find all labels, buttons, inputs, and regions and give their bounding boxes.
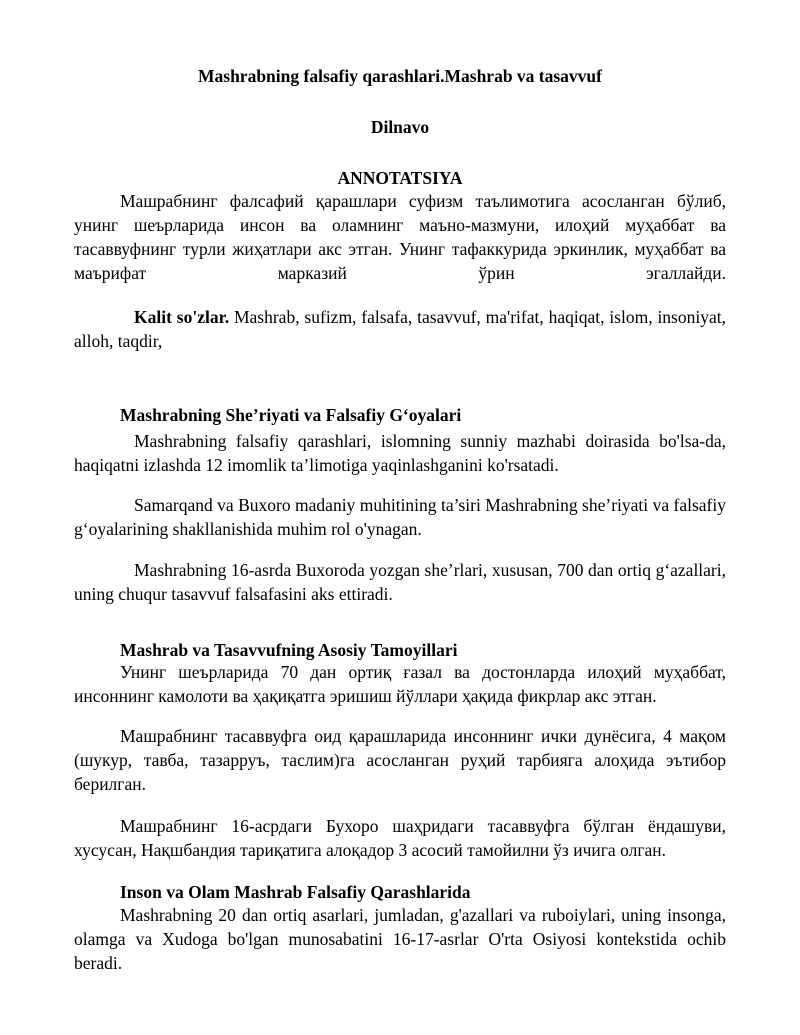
section-heading: Mashrabning She’riyati va Falsafiy G‘oyalari xyxy=(120,405,462,425)
section-heading: Mashrab va Tasavvufning Asosiy Tamoyillari xyxy=(120,640,458,660)
keywords-paragraph xyxy=(74,305,726,353)
section-paragraph: Машрабнинг 16-асрдаги Бухоро шаҳридаги тасаввуфга бўлган ёндашуви, хусусан, Нақшбандия тариқатига алоқадор 3 асосий тамойилни ўз ичига олган. xyxy=(74,816,726,860)
keywords-text: Mashrab, sufizm, falsafa, tasavvuf, ma'rifat, haqiqat, islom, insoniyat, alloh, taqdir, xyxy=(74,307,726,351)
section-paragraph: Машрабнинг тасаввуфга оид қарашларида инсоннинг ички дунёсига, 4 мақом (шукур, тавба, тазарруъ, таслим)га асосланган руҳий тарбияга алоҳида эътибор берилган. xyxy=(74,726,726,794)
section-paragraph: Mashrabning falsafiy qarashlari, islomning sunniy mazhabi doirasida bo'lsa-da, haqiqatni izlashda 12 imomlik ta’limotiga yaqinlashganini ko'rsatadi. xyxy=(74,431,726,475)
section-paragraph: Mashrabning 20 dan ortiq asarlari, jumladan, g'azallari va ruboiylari, uning insonga, olamga va Xudoga bo'lgan munosabatini 16-17-asrlar O'rta Osiyosi kontekstida ochib beradi. xyxy=(74,905,726,973)
annotation-heading: ANNOTATSIYA xyxy=(337,168,463,188)
keywords-label: Kalit so'zlar. xyxy=(134,307,230,327)
annotation-paragraph: Машрабнинг фалсафий қарашлари суфизм таълимотига асосланган бўлиб, унинг шеърларида инсон ва оламнинг маъно-мазмуни, илоҳий муҳаббат ва тасаввуфнинг турли жиҳатлари акс этган. Унинг тафаккурида эркинлик, муҳаббат ва маърифат марказий ўрин эгаллайди. xyxy=(74,191,726,283)
document-title: Mashrabning falsafiy qarashlari.Mashrab va tasavvuf xyxy=(198,66,602,86)
section-paragraph: Mashrabning 16-asrda Buxoroda yozgan she’rlari, xususan, 700 dan ortiq g‘azallari, uning chuqur tasavvuf falsafasini aks ettiradi. xyxy=(74,560,726,604)
section-heading: Inson va Olam Mashrab Falsafiy Qarashlarida xyxy=(120,882,471,902)
document-author: Dilnavo xyxy=(370,117,430,137)
section-paragraph: Samarqand va Buxoro madaniy muhitining ta’siri Mashrabning she’riyati va falsafiy g‘oyalarining shakllanishida muhim rol o'ynagan. xyxy=(74,495,726,539)
section-paragraph: Унинг шеърларида 70 дан ортиқ ғазал ва достонларда илоҳий муҳаббат, инсоннинг камолоти ва ҳақиқатга эришиш йўллари ҳақида фикрлар акс этган. xyxy=(74,662,726,706)
